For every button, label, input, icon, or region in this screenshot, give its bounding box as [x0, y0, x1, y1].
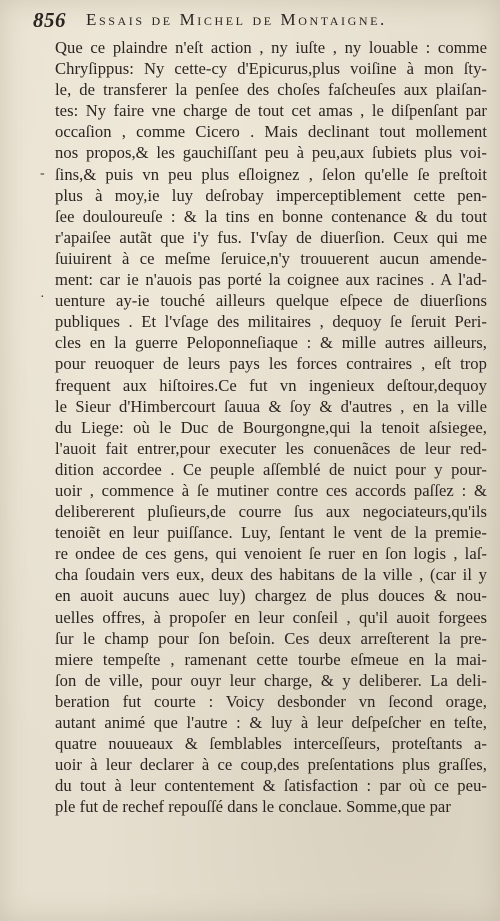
- text-line: du Liege: où le Duc de Bourgongne,qui la tenoit aſsiegee,: [55, 417, 487, 437]
- text-line: publiques . Et l'vſage des militaires , dequoy ſe ſeruit Peri-: [55, 312, 487, 332]
- text-line: re ondee de ces gens, qui venoient ſe ruer en ſon logis , laſ-: [55, 544, 487, 564]
- running-head: [0, 0, 500, 40]
- body-text: [55, 37, 487, 817]
- text-line: ſur le champ pour ſon beſoin. Ces deux arreſterent la pre-: [55, 628, 487, 648]
- text-line: beration fut courte : Voicy desbonder vn ſecond orage,: [55, 691, 487, 711]
- text-line: uoir à leur declarer à ce coup,des preſentations plus graſſes,: [55, 755, 487, 775]
- text-line: le Sieur d'Himbercourt ſauua & ſoy & d'autres , en la ville: [55, 396, 487, 416]
- margin-mark: ·: [40, 290, 45, 305]
- text-line: l'auoit fait entrer,pour executer les conuenãces de leur red-: [55, 438, 487, 458]
- text-line: occaſion , comme Cicero . Mais declinant tout mollement: [55, 122, 487, 142]
- margin-mark: -: [40, 166, 45, 181]
- text-line: uelles offres, à propoſer en leur conſeil , qu'il auoit forgees: [55, 607, 487, 627]
- text-line: autant animé que l'autre : & luy à leur deſpeſcher en teſte,: [55, 713, 487, 732]
- text-line: ment: car ie n'auois pas porté la coignee aux racines . A l'ad-: [55, 270, 487, 290]
- text-line: uenture ay-ie touché ailleurs quelque eſpece de diuerſions: [55, 291, 487, 311]
- text-line: delibererent pluſieurs,de courre ſus aux negociateurs,qu'ils: [55, 502, 487, 522]
- text-line: nos propos,& les gauchiſſant peu à peu,aux ſubiets plus voi-: [55, 143, 487, 163]
- running-head-title: Essais de Michel de Montaigne.: [86, 10, 387, 29]
- text-line: quatre nouueaux & ſemblables interceſſeurs, proteſtants a-: [55, 734, 487, 754]
- text-line: tenoiẽt en leur puiſſance. Luy, ſentant le vent de la premie-: [55, 523, 487, 543]
- text-line: le, de transferer la penſee des choſes faſcheuſes aux plaiſan-: [55, 80, 487, 100]
- text-line: ſee douloureuſe : & la tins en bonne contenance & du tout: [55, 206, 487, 226]
- text-line: tes: Ny faire vne charge de tout cet amas , le diſpenſant par: [55, 101, 487, 121]
- text-line: plus à moy,ie luy deſrobay imperceptiblement cette pen-: [55, 185, 487, 205]
- text-line: Que ce plaindre n'eſt action , ny iuſte , ny louable : comme: [55, 38, 487, 57]
- text-line: miere tempeſte , ramenant cette tourbe eſmeue en la mai-: [55, 649, 487, 669]
- page-number: 856: [33, 8, 66, 32]
- text-line: uoir , commence à ſe mutiner contre ces accords paſſez : &: [55, 480, 487, 500]
- text-line: en auoit aucuns auec luy) chargez de plus douces & nou-: [55, 586, 487, 606]
- text-line: Chryſippus: Ny cette-cy d'Epicurus,plus voiſine à mon ſty-: [55, 59, 487, 79]
- text-line: du tout à leur contentement & ſatisfaction : par où ce peu-: [55, 776, 487, 796]
- text-line: pour reuoquer de leurs pays les forces contraires , eſt trop: [55, 354, 487, 374]
- text-line: r'apaiſee autãt que i'y fus. I'vſay de diuerſion. Ceux qui me: [55, 227, 487, 247]
- text-line: dition accordee . Ce peuple aſſemblé de nuict pour y pour-: [55, 459, 487, 479]
- text-line: cha ſoudain vers eux, deux des habitans de la ville , (car il y: [55, 565, 487, 585]
- text-line: ple fut de rechef repouſſé dans le conclaue. Somme,que par: [55, 797, 451, 817]
- text-line: frequent aux hiſtoires.Ce fut vn ingenieux deſtour,dequoy: [55, 375, 487, 395]
- text-line: ſins,& puis vn peu plus eſloignez , ſelon qu'elle ſe preſtoit: [55, 164, 487, 184]
- text-line: ſuiuirent à ce meſme ſeruice,n'y trouuerent aucun amende-: [55, 248, 487, 268]
- text-line: cles en la guerre Peloponneſiaque : & mille autres ailleurs,: [55, 333, 487, 353]
- text-line: ſon de ville, pour ouyr leur charge, & y deliberer. La deli-: [55, 670, 487, 690]
